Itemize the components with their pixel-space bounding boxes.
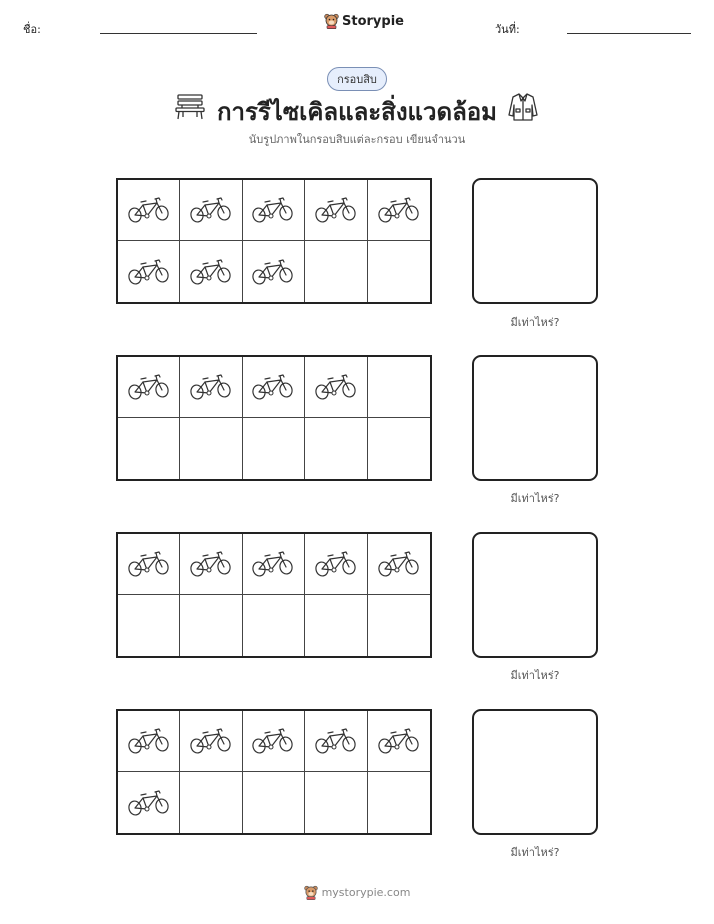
- ten-frame-cell: [305, 595, 367, 656]
- bear-icon: [304, 885, 318, 900]
- name-label: ชื่อ:: [23, 23, 41, 36]
- answer-box-4[interactable]: [472, 709, 598, 835]
- answer-box-3[interactable]: [472, 532, 598, 658]
- ten-frame-cell: [368, 418, 430, 479]
- ten-frame-cell: [243, 418, 305, 479]
- ten-frame-cell: [118, 772, 180, 833]
- ten-frame-cell: [118, 241, 180, 302]
- answer-box-2[interactable]: [472, 355, 598, 481]
- bicycle-icon: [377, 195, 421, 225]
- bicycle-icon: [189, 549, 233, 579]
- brand-logo: [324, 13, 404, 29]
- bicycle-icon: [251, 372, 295, 402]
- ten-frame-cell: [243, 241, 305, 302]
- ten-frame-cell: [180, 534, 242, 595]
- bicycle-icon: [251, 726, 295, 756]
- date-label: วันที่:: [495, 23, 520, 36]
- ten-frame-cell: [118, 418, 180, 479]
- ten-frame-cell: [243, 180, 305, 241]
- answer-label-1: มีเท่าไหร่?: [510, 316, 560, 329]
- ten-frame-cell: [305, 534, 367, 595]
- bicycle-icon: [127, 372, 171, 402]
- ten-frame-cell: [243, 711, 305, 772]
- jacket-icon: [507, 91, 539, 123]
- bicycle-icon: [314, 372, 358, 402]
- ten-frame-cell: [180, 241, 242, 302]
- ten-frame-cell: [368, 241, 430, 302]
- bear-icon: [324, 13, 339, 29]
- ten-frame-1: [116, 178, 432, 304]
- ten-frame-4: [116, 709, 432, 835]
- ten-frame-cell: [180, 418, 242, 479]
- date-field[interactable]: [567, 33, 691, 34]
- bicycle-icon: [377, 726, 421, 756]
- bicycle-icon: [127, 549, 171, 579]
- ten-frame-cell: [180, 357, 242, 418]
- answer-box-1[interactable]: [472, 178, 598, 304]
- ten-frame-cell: [368, 534, 430, 595]
- ten-frame-cell: [305, 180, 367, 241]
- name-field[interactable]: [100, 33, 257, 34]
- bicycle-icon: [127, 726, 171, 756]
- bicycle-icon: [189, 195, 233, 225]
- ten-frame-cell: [305, 241, 367, 302]
- ten-frame-cell: [243, 357, 305, 418]
- footer-site: mystorypie.com: [321, 886, 411, 899]
- ten-frame-cell: [368, 180, 430, 241]
- bicycle-icon: [189, 726, 233, 756]
- ten-frame-cell: [368, 595, 430, 656]
- ten-frame-cell: [305, 711, 367, 772]
- ten-frame-cell: [180, 711, 242, 772]
- ten-frame-cell: [368, 357, 430, 418]
- ten-frame-cell: [305, 357, 367, 418]
- ten-frame-cell: [305, 772, 367, 833]
- answer-label-2: มีเท่าไหร่?: [510, 492, 560, 505]
- ten-frame-cell: [118, 595, 180, 656]
- ten-frame-cell: [118, 711, 180, 772]
- bicycle-icon: [314, 549, 358, 579]
- answer-label-4: มีเท่าไหร่?: [510, 846, 560, 859]
- bicycle-icon: [189, 372, 233, 402]
- answer-label-3: มีเท่าไหร่?: [510, 669, 560, 682]
- bicycle-icon: [377, 549, 421, 579]
- ten-frame-cell: [368, 711, 430, 772]
- ten-frame-2: [116, 355, 432, 481]
- ten-frame-cell: [118, 180, 180, 241]
- ten-frame-cell: [243, 772, 305, 833]
- ten-frame-cell: [118, 357, 180, 418]
- bicycle-icon: [127, 195, 171, 225]
- bicycle-icon: [314, 726, 358, 756]
- bicycle-icon: [127, 257, 171, 287]
- ten-frame-cell: [243, 534, 305, 595]
- bicycle-icon: [314, 195, 358, 225]
- ten-frame-cell: [305, 418, 367, 479]
- page-title: การรีไซเคิลและสิ่งแวดล้อม: [216, 98, 498, 126]
- ten-frame-cell: [180, 180, 242, 241]
- topic-badge: กรอบสิบ: [327, 67, 387, 91]
- bicycle-icon: [251, 549, 295, 579]
- bicycle-icon: [189, 257, 233, 287]
- bicycle-icon: [251, 195, 295, 225]
- brand-name: Storypie: [342, 13, 404, 29]
- ten-frame-cell: [368, 772, 430, 833]
- ten-frame-cell: [118, 534, 180, 595]
- instructions: นับรูปภาพในกรอบสิบแต่ละกรอบ เขียนจำนวน: [248, 133, 466, 146]
- ten-frame-cell: [180, 772, 242, 833]
- footer: [0, 885, 714, 900]
- bicycle-icon: [251, 257, 295, 287]
- bicycle-icon: [127, 788, 171, 818]
- ten-frame-cell: [243, 595, 305, 656]
- ten-frame-3: [116, 532, 432, 658]
- ten-frame-cell: [180, 595, 242, 656]
